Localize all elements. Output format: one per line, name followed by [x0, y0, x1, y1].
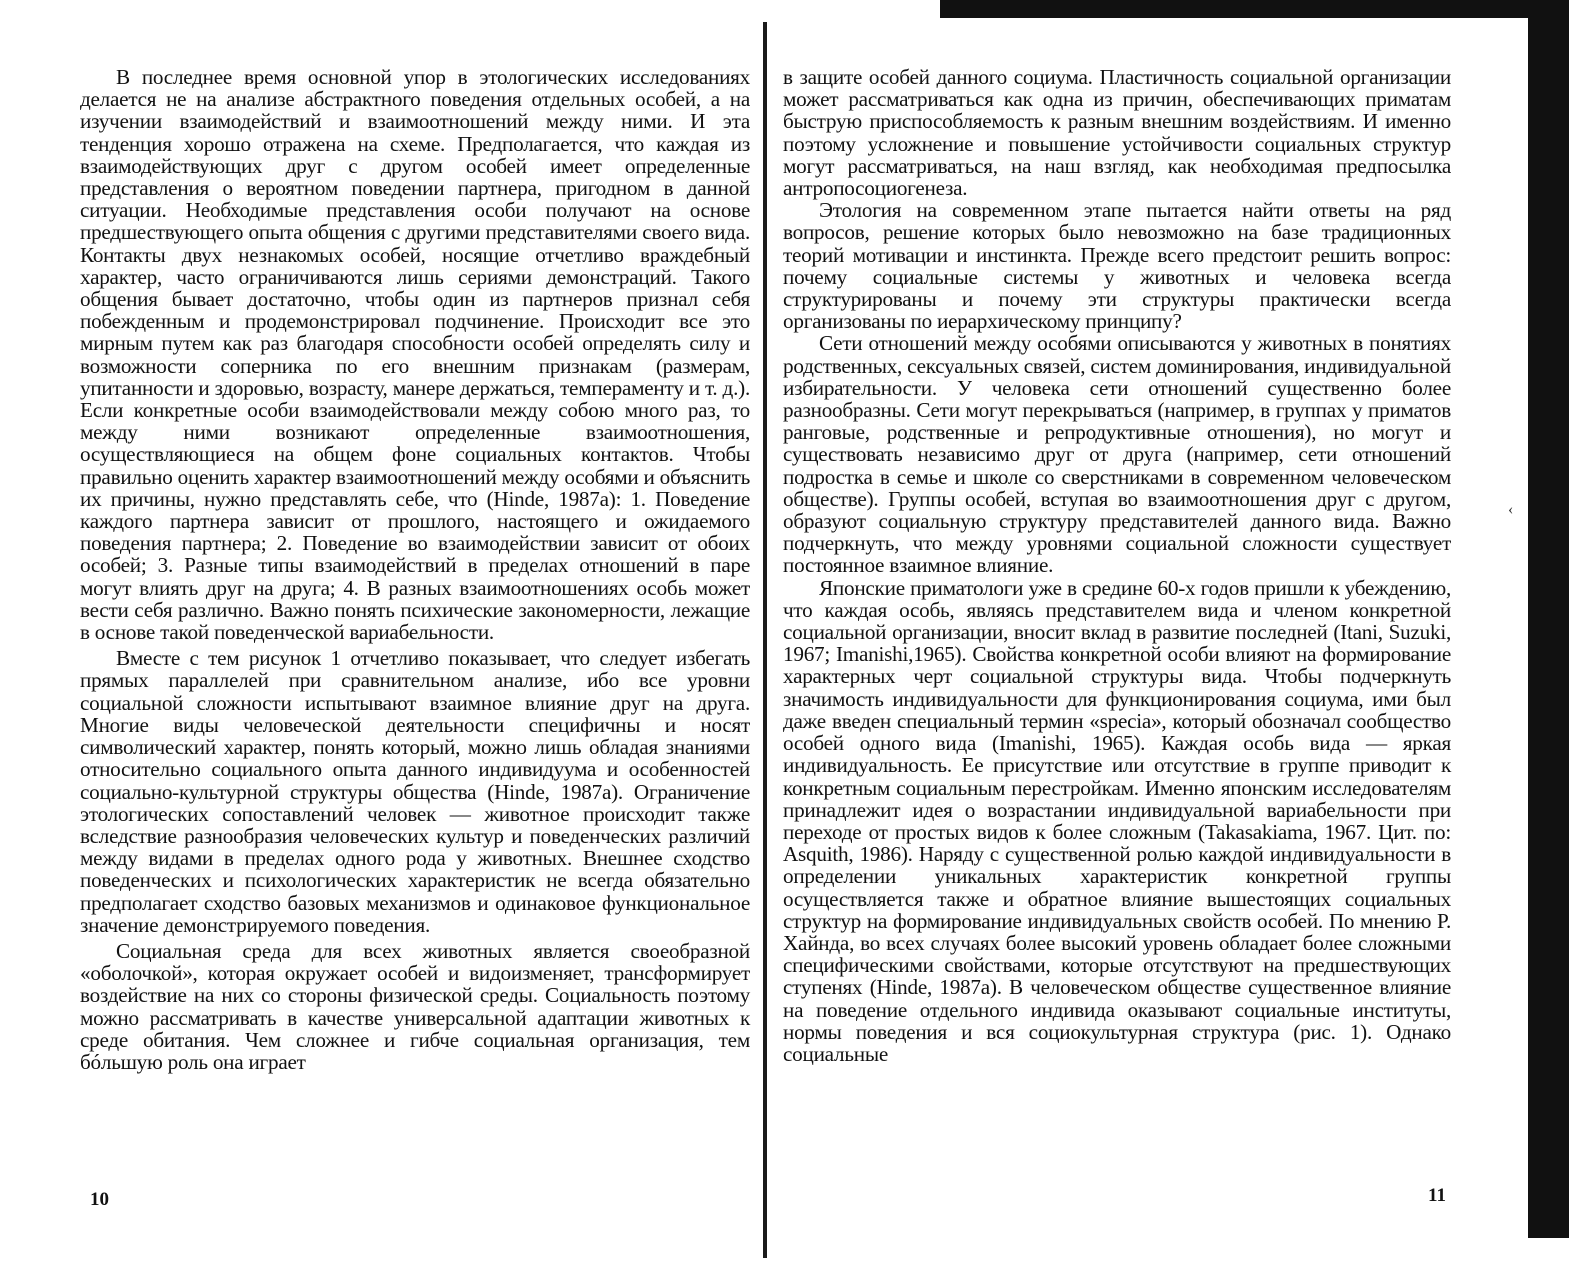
left-paragraph-2: Вместе с тем рисунок 1 отчетливо показывает, что следует избегать прямых параллелей при сравнительном анализе, ибо все уровни социальной сложности испытывают взаимное влияние друг на друга. Многие виды человеческой деятельности специфичны и носят символический характер, понять который, можно лишь обладая знаниями относительно социального опыта данного индивидуума и особенностей социально-культурной структуры общества (Hinde, 1987a). Ограничение этологических сопоставлений человек — животное происходит также вследствие разнообразия человеческих культур и поведенческих различий между видами в пределах одного рода у животных. Внешнее сходство поведенческих и психологических характеристик не всегда обязательно предполагает сходство базовых механизмов и одинаковое функциональное значение демонстрируемого поведения.	[80, 646, 750, 937]
page-number-left: 10	[90, 1189, 109, 1210]
left-paragraph-1: В последнее время основной упор в этологических исследованиях делается не на анализе абстрактного поведения отдельных особей, а на изучении взаимодействий и взаимоотношений между ними. И эта тенденция хорошо отражена на схеме. Предполагается, что каждая из взаимодействующих друг с другом особей имеет определенные представления о вероятном поведении партнера, пригодном в данной ситуации. Необходимые представления особи получают на основе предшествующего опыта общения с другими представителями своего вида. Контакты двух незнакомых особей, носящие отчетливо враждебный характер, часто ограничиваются лишь сериями демонстраций. Такого общения бывает достаточно, чтобы один из партнеров признал себя побежденным и продемонстрировал подчинение. Происходит все это мирным путем как раз благодаря способности особей определять силу и возможности соперника по его внешним признакам (размерам, упитанности и здоровью, возрасту, манере держаться, темпераменту и т. д.). Если конкретные особи взаимодействовали между собою много раз, то между ними возникают определенные взаимоотношения, осуществляющиеся на общем фоне социальных контактов. Чтобы правильно оценить характер взаимоотношений между особями и объяснить их причины, нужно представлять себе, что (Hinde, 1987a): 1. Поведение каждого партнера зависит от прошлого, настоящего и ожидаемого поведения партнера; 2. Поведение во взаимодействии зависит от обоих особей; 3. Разные типы взаимодействий в пределах отношений в паре могут влиять друг на друга; 4. В разных взаимоотношениях особь может вести себя различно. Важно понять психические закономерности, лежащие в основе такой поведенческой вариабельности.	[80, 65, 750, 645]
right-page	[783, 66, 1451, 1065]
gutter-divider	[763, 22, 767, 1258]
right-paragraph-4: Японские приматологи уже в средине 60-х годов пришли к убеждению, что каждая особь, являясь представителем вида и членом конкретной социальной организации, вносит вклад в развитие последней (Itani, Suzuki, 1967; Imanishi,1965). Свойства конкретной особи влияют на формирование характерных черт социальной структуры вида. Чтобы подчеркнуть значимость индивидуальности для функционирования социума, ими был даже введен специальный термин «specia», который обозначал сообщество особей одного вида (Imanishi, 1965). Каждая особь вида — яркая индивидуальность. Ее присутствие или отсутствие в группе приводит к конкретным социальным перестройкам. Именно японским исследователям принадлежит идея о возрастании индивидуальной вариабельности при переходе от простых видов к более сложным (Takasakiama, 1967. Цит. по: Asquith, 1986). Наряду с существенной ролью каждой индивидуальности в определении уникальных характеристик конкретной группы осуществляется также и обратное влияние вышестоящих социальных структур на формирование индивидуальных свойств особей. По мнению Р. Хайнда, во всех случаях более высокий уровень обладает более сложными специфическими свойствами, которые отсутствуют на предшествующих ступенях (Hinde, 1987a). В человеческом обществе существенное влияние на поведение отдельного индивида оказывают социальные институты, нормы поведения и вся социокультурная структура (рис. 1). Однако социальные	[783, 575, 1451, 1066]
right-paragraph-2: Этология на современном этапе пытается найти ответы на ряд вопросов, решение которых было невозможно на базе традиционных теорий мотивации и инстинкта. Прежде всего предстоит решить вопрос: почему социальные системы у животных и человека всегда структурированы и почему эти структуры практически всегда организованы по иерархическому принципу?	[783, 198, 1451, 334]
page-number-right: 11	[1428, 1185, 1446, 1206]
left-page	[80, 66, 750, 1073]
scan-edge-top	[940, 0, 1569, 18]
scan-edge-right	[1528, 0, 1569, 1238]
margin-mark: ‹	[1508, 501, 1514, 518]
right-paragraph-3: Сети отношений между особями описываются у животных в понятиях родственных, сексуальных связей, систем доминирования, индивидуальной избирательности. У человека сети отношений существенно более разнообразны. Сети могут перекрываться (например, в группах у приматов ранговые, родственные и репродуктивные отношения), но могут и существовать независимо друг от друга (например, сети отношений подростка в семье и школе со сверстниками в современном человеческом обществе). Группы особей, вступая во взаимоотношения друг с другом, образуют социальную структуру представителей данного вида. Важно подчеркнуть, что между уровнями социальной сложности существует постоянное взаимное влияние.	[783, 331, 1451, 578]
left-paragraph-3: Социальная среда для всех животных является своеобразной «оболочкой», которая окружает особей и видоизменяет, трансформирует воздействие на них со стороны физической среды. Социальность поэтому можно рассматривать в качестве универсальной адаптации животных к среде обитания. Чем сложнее и гибче социальная организация, тем бóльшую роль она играет	[80, 938, 750, 1074]
right-paragraph-1: в защите особей данного социума. Пластичность социальной организации может рассматриваться как одна из причин, обеспечивающих приматам быструю приспособляемость к разным внешним воздействиям. И именно поэтому усложнение и повышение устойчивости социальных структур могут рассматриваться, на наш взгляд, как необходимая предпосылка антропосоциогенеза.	[783, 65, 1451, 201]
